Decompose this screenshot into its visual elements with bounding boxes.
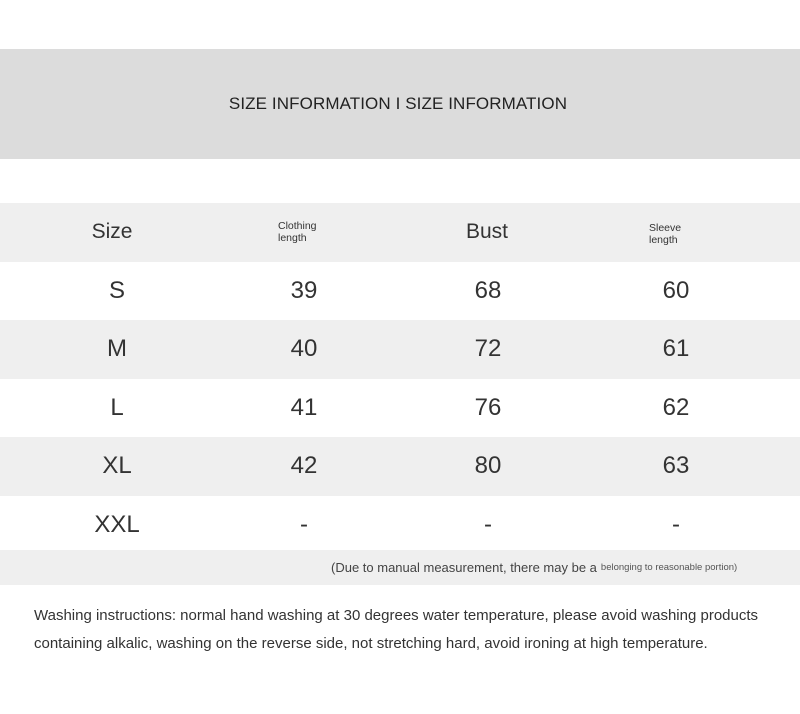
header-bust: Bust: [465, 220, 509, 244]
table-row: [0, 379, 800, 438]
sleeve-length-cell: 61: [662, 335, 690, 363]
measurement-note-main: (Due to manual measurement, there may be a: [331, 560, 597, 575]
size-cell: L: [110, 393, 124, 421]
clothing-length-cell: 42: [290, 452, 318, 480]
table-row: [0, 496, 800, 555]
bust-cell: 80: [474, 452, 502, 480]
clothing-length-cell: 41: [290, 393, 318, 421]
header-size: Size: [91, 220, 133, 244]
table-header-row: [0, 203, 800, 262]
size-cell: S: [108, 276, 126, 304]
measurement-note-small: belonging to reasonable portion): [600, 562, 738, 573]
clothing-length-cell: 39: [290, 276, 318, 304]
header-clothing-length: Clothing length: [278, 220, 317, 244]
clothing-length-cell: -: [300, 510, 308, 538]
table-row: [0, 262, 800, 321]
washing-instructions: Washing instructions: normal hand washing at 30 degrees water temperature, please avoid washing products containing alkalic, washing on the reverse side, not stretching hard, avoid ironing at high temperature.: [34, 607, 759, 652]
measurement-note: [331, 550, 737, 585]
size-information-banner: [0, 49, 800, 159]
banner-title: SIZE INFORMATION I SIZE INFORMATION: [228, 94, 568, 113]
table-row: [0, 320, 800, 379]
sleeve-length-cell: 63: [662, 452, 690, 480]
measurement-note-bar: [0, 550, 800, 585]
size-cell: XXL: [94, 510, 140, 538]
header-sleeve-length: Sleeve length: [649, 222, 682, 246]
sleeve-length-cell: 62: [662, 393, 690, 421]
size-cell: M: [107, 335, 127, 363]
clothing-length-cell: 40: [290, 335, 318, 363]
bust-cell: -: [484, 510, 492, 538]
size-cell: XL: [102, 452, 132, 480]
sleeve-length-cell: -: [672, 510, 680, 538]
bust-cell: 76: [474, 393, 502, 421]
sleeve-length-cell: 60: [662, 276, 690, 304]
table-row: [0, 437, 800, 496]
bust-cell: 68: [474, 276, 502, 304]
bust-cell: 72: [474, 335, 502, 363]
size-table: [0, 203, 800, 554]
